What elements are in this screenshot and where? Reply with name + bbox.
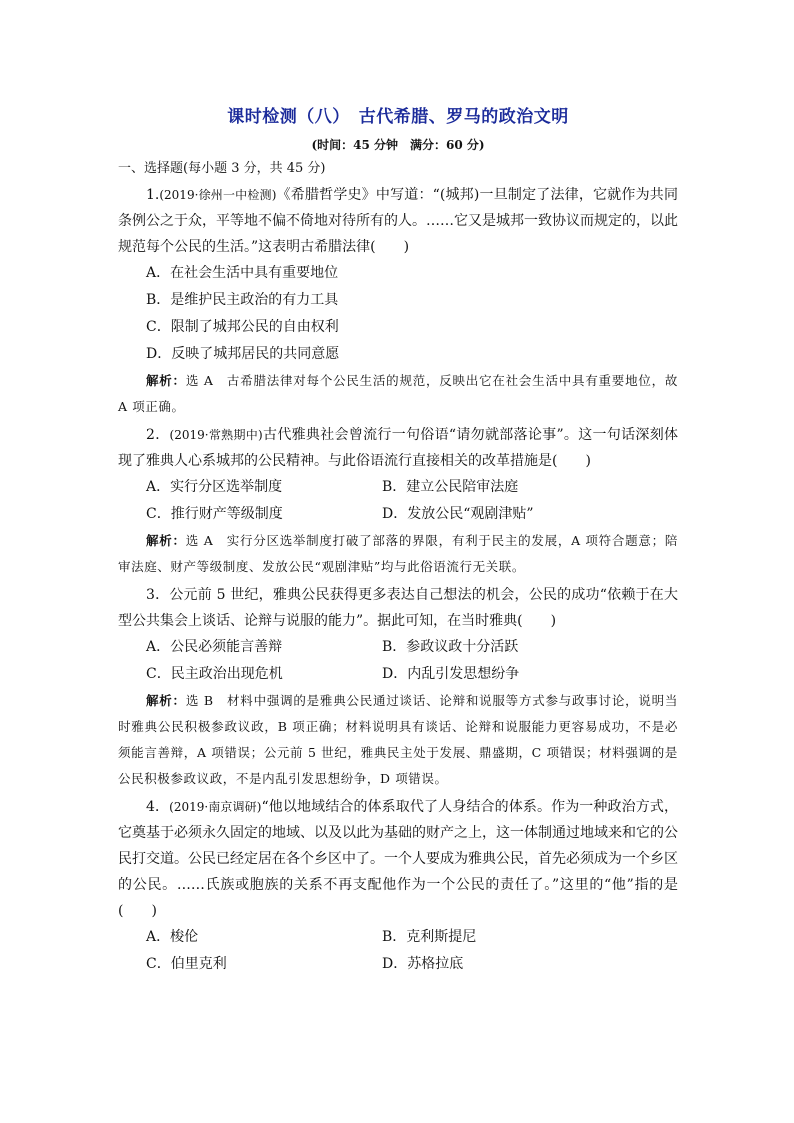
- option-d: D．反映了城邦居民的共同意愿: [146, 346, 340, 362]
- option-d: D．苏格拉底: [382, 956, 464, 972]
- document-page: [118, 106, 678, 980]
- option-a: A．梭伦: [146, 929, 199, 945]
- option-a: A．在社会生活中具有重要地位: [146, 265, 339, 281]
- option-row: [118, 951, 678, 978]
- option-b: B．参政议政十分活跃: [382, 639, 519, 655]
- analysis: 解析：选 B 材料中强调的是雅典公民通过谈话、论辩和说服等方式参与政事讨论，说明当时雅典公民积极参政议政，B 项正确；材料说明具有谈话、论辩和说服能力更容易成功，不是必须能言善辩，A 项错误；公元前 5 世纪，雅典民主处于发展、鼎盛期，C 项错误；材料强调的是公民积极参政议政，不是内乱引发思想纷争，D 项错误。: [118, 693, 678, 786]
- option-row: [118, 634, 678, 661]
- analysis: 解析：选 A 实行分区选举制度打破了部落的界限，有利于民主的发展，A 项符合题意；陪审法庭、财产等级制度、发放公民“观剧津贴”均与此俗语流行无关联。: [118, 533, 678, 574]
- page-subtitle: (时间：45 分钟 满分：60 分): [311, 138, 485, 152]
- page-title: 课时检测（八） 古代希腊、罗马的政治文明: [227, 107, 569, 127]
- option-d: D．发放公民“观剧津贴”: [382, 506, 534, 522]
- option-b: B．建立公民陪审法庭: [382, 479, 519, 495]
- question-1: [118, 182, 678, 420]
- option-row: [118, 501, 678, 528]
- option-a: A．实行分区选举制度: [146, 479, 283, 495]
- question-stem: 2．(2019·常熟期中)古代雅典社会曾流行一句俗语“请勿就部落论事”。这一句话深刻体现了雅典人心系城邦的公民精神。与此俗语流行直接相关的改革措施是( ): [118, 427, 678, 469]
- question-source: (2019·常熟期中): [169, 428, 263, 442]
- option-c: C．限制了城邦公民的自由权利: [146, 319, 339, 335]
- option-b: B．是维护民主政治的有力工具: [146, 292, 339, 308]
- option-a: A．公民必须能言善辩: [146, 639, 283, 655]
- option-row: [118, 924, 678, 951]
- option-c: C．伯里克利: [146, 956, 227, 972]
- question-stem: 1.(2019·徐州一中检测)《希腊哲学史》中写道：“(城邦)一旦制定了法律，它就作为共同条例公之于众，平等地不偏不倚地对待所有的人。……它又是城邦一致协议而规定的，以此规范每个公民的生活。”这表明古希腊法律( ): [118, 187, 678, 255]
- section-heading: 一、选择题(每小题 3 分，共 45 分): [118, 161, 326, 176]
- question-source: (2019·南京调研): [169, 800, 262, 814]
- question-3: [118, 582, 678, 792]
- option-row: [118, 474, 678, 501]
- question-stem: 4．(2019·南京调研)“他以地域结合的体系取代了人身结合的体系。作为一种政治方式，它奠基于必须永久固定的地域、以及以此为基础的财产之上，这一体制通过地域来和它的公民打交道。公民已经定居在各个乡区中了。一个人要成为雅典公民，首先必须成为一个乡区的公民。……氏族或胞族的关系不再支配他作为一个公民的责任了。”这里的“他”指的是( ): [118, 799, 679, 919]
- question-source: (2019·徐州一中检测): [159, 188, 277, 202]
- option-c: C．民主政治出现危机: [146, 666, 283, 682]
- option-row: [118, 661, 678, 688]
- question-2: [118, 422, 678, 580]
- question-4: [118, 794, 678, 978]
- option-d: D．内乱引发思想纷争: [382, 666, 520, 682]
- option-c: C．推行财产等级制度: [146, 506, 283, 522]
- analysis: 解析：选 A 古希腊法律对每个公民生活的规范，反映出它在社会生活中具有重要地位，故 A 项正确。: [118, 373, 678, 414]
- question-stem: 3．公元前 5 世纪，雅典公民获得更多表达自己想法的机会，公民的成功“依赖于在大型公共集会上谈话、论辩与说服的能力”。据此可知，在当时雅典( ): [118, 587, 678, 629]
- option-b: B．克利斯提尼: [382, 929, 477, 945]
